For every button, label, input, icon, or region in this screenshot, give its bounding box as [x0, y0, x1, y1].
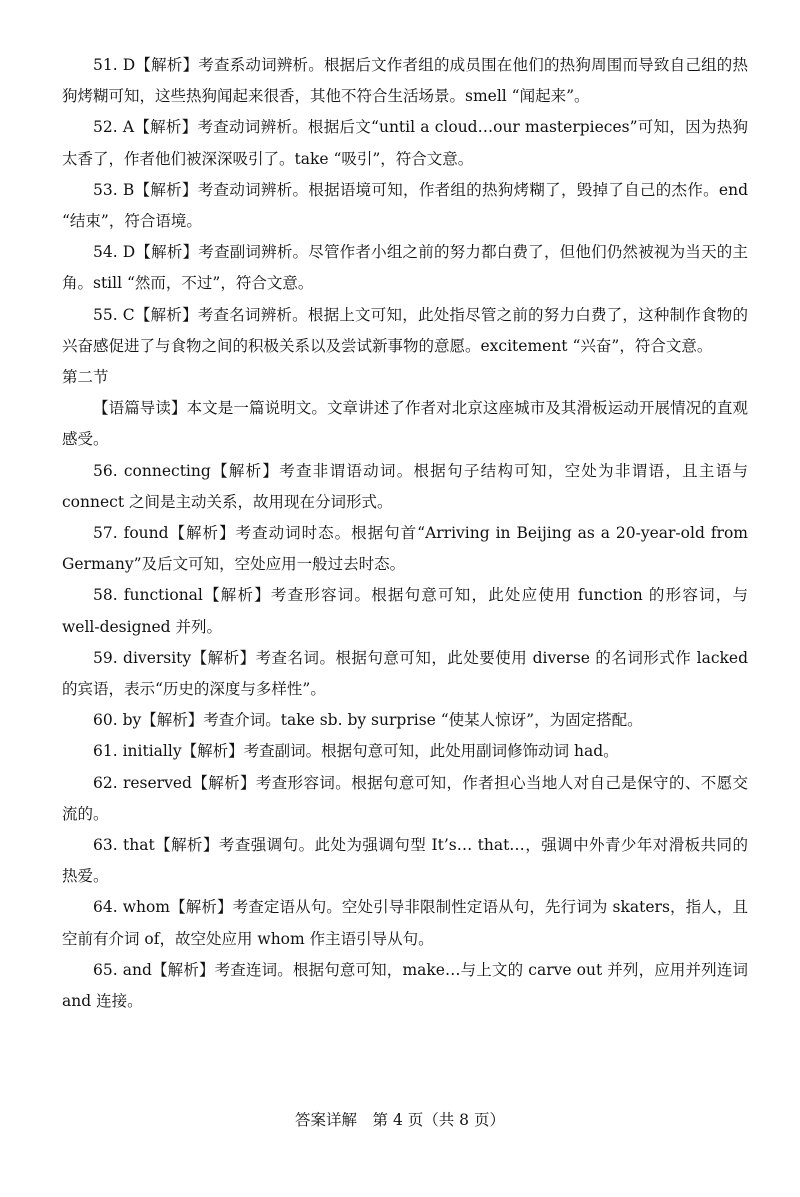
- answer-explanations: [62, 50, 748, 1017]
- answer-57: 57. found【解析】考查动词时态。根据句首“Arriving in Beijing as a 20-year-old from Germany”及后文可知，空处应用一般过去时态。: [62, 524, 748, 574]
- answer-64: 64. whom【解析】考查定语从句。空处引导非限制性定语从句，先行词为 skaters，指人，且空前有介词 of，故空处应用 whom 作主语引导从句。: [62, 898, 748, 948]
- answer-55: 55. C【解析】考查名词辨析。根据上文可知，此处指尽管之前的努力白费了，这种制作食物的兴奋感促进了与食物之间的积极关系以及尝试新事物的意愿。excitement “兴奋”，符合文意。: [62, 305, 748, 355]
- answer-60: 60. by【解析】考查介词。take sb. by surprise “使某人惊讶”，为固定搭配。: [93, 711, 643, 730]
- answer-65: 65. and【解析】考查连词。根据句意可知，make…与上文的 carve out 并列，应用并列连词 and 连接。: [62, 960, 748, 1011]
- answer-61: 61. initially【解析】考查副词。根据句意可知，此处用副词修饰动词 had。: [93, 742, 619, 761]
- answer-56: 56. connecting【解析】考查非谓语动词。根据句子结构可知，空处为非谓语，且主语与 connect 之间是主动关系，故用现在分词形式。: [62, 461, 748, 511]
- answer-58: 58. functional【解析】考查形容词。根据句意可知，此处应使用 function 的形容词，与 well-designed 并列。: [62, 586, 748, 636]
- answer-59: 59. diversity【解析】考查名词。根据句意可知，此处要使用 diverse 的名词形式作 lacked 的宾语，表示“历史的深度与多样性”。: [62, 648, 748, 699]
- answer-63: 63. that【解析】考查强调句。此处为强调句型 It’s… that…，强调中外青少年对滑板共同的热爱。: [62, 836, 748, 886]
- answer-52: 52. A【解析】考查动词辨析。根据后文“until a cloud…our masterpieces”可知，因为热狗太香了，作者他们被深深吸引了。take “吸引”，符合文意。: [62, 118, 748, 168]
- page-footer: 答案详解 第 4 页（共 8 页）: [295, 1111, 505, 1129]
- answer-54: 54. D【解析】考查副词辨析。尽管作者小组之前的努力都白费了，但他们仍然被视为当天的主角。still “然而，不过”，符合文意。: [62, 243, 748, 293]
- answer-62: 62. reserved【解析】考查形容词。根据句意可知，作者担心当地人对自己是保守的、不愿交流的。: [62, 773, 748, 823]
- answer-51: 51. D【解析】考查系动词辨析。根据后文作者组的成员围在他们的热狗周围而导致自己组的热狗烤糊可知，这些热狗闻起来很香，其他不符合生活场景。smell “闻起来”。: [62, 56, 748, 106]
- answer-53: 53. B【解析】考查动词辨析。根据语境可知，作者组的热狗烤糊了，毁掉了自己的杰作。end “结束”，符合语境。: [62, 180, 748, 231]
- passage-intro: 【语篇导读】本文是一篇说明文。文章讲述了作者对北京这座城市及其滑板运动开展情况的直观感受。: [62, 399, 748, 449]
- section-title: 第二节: [62, 368, 109, 387]
